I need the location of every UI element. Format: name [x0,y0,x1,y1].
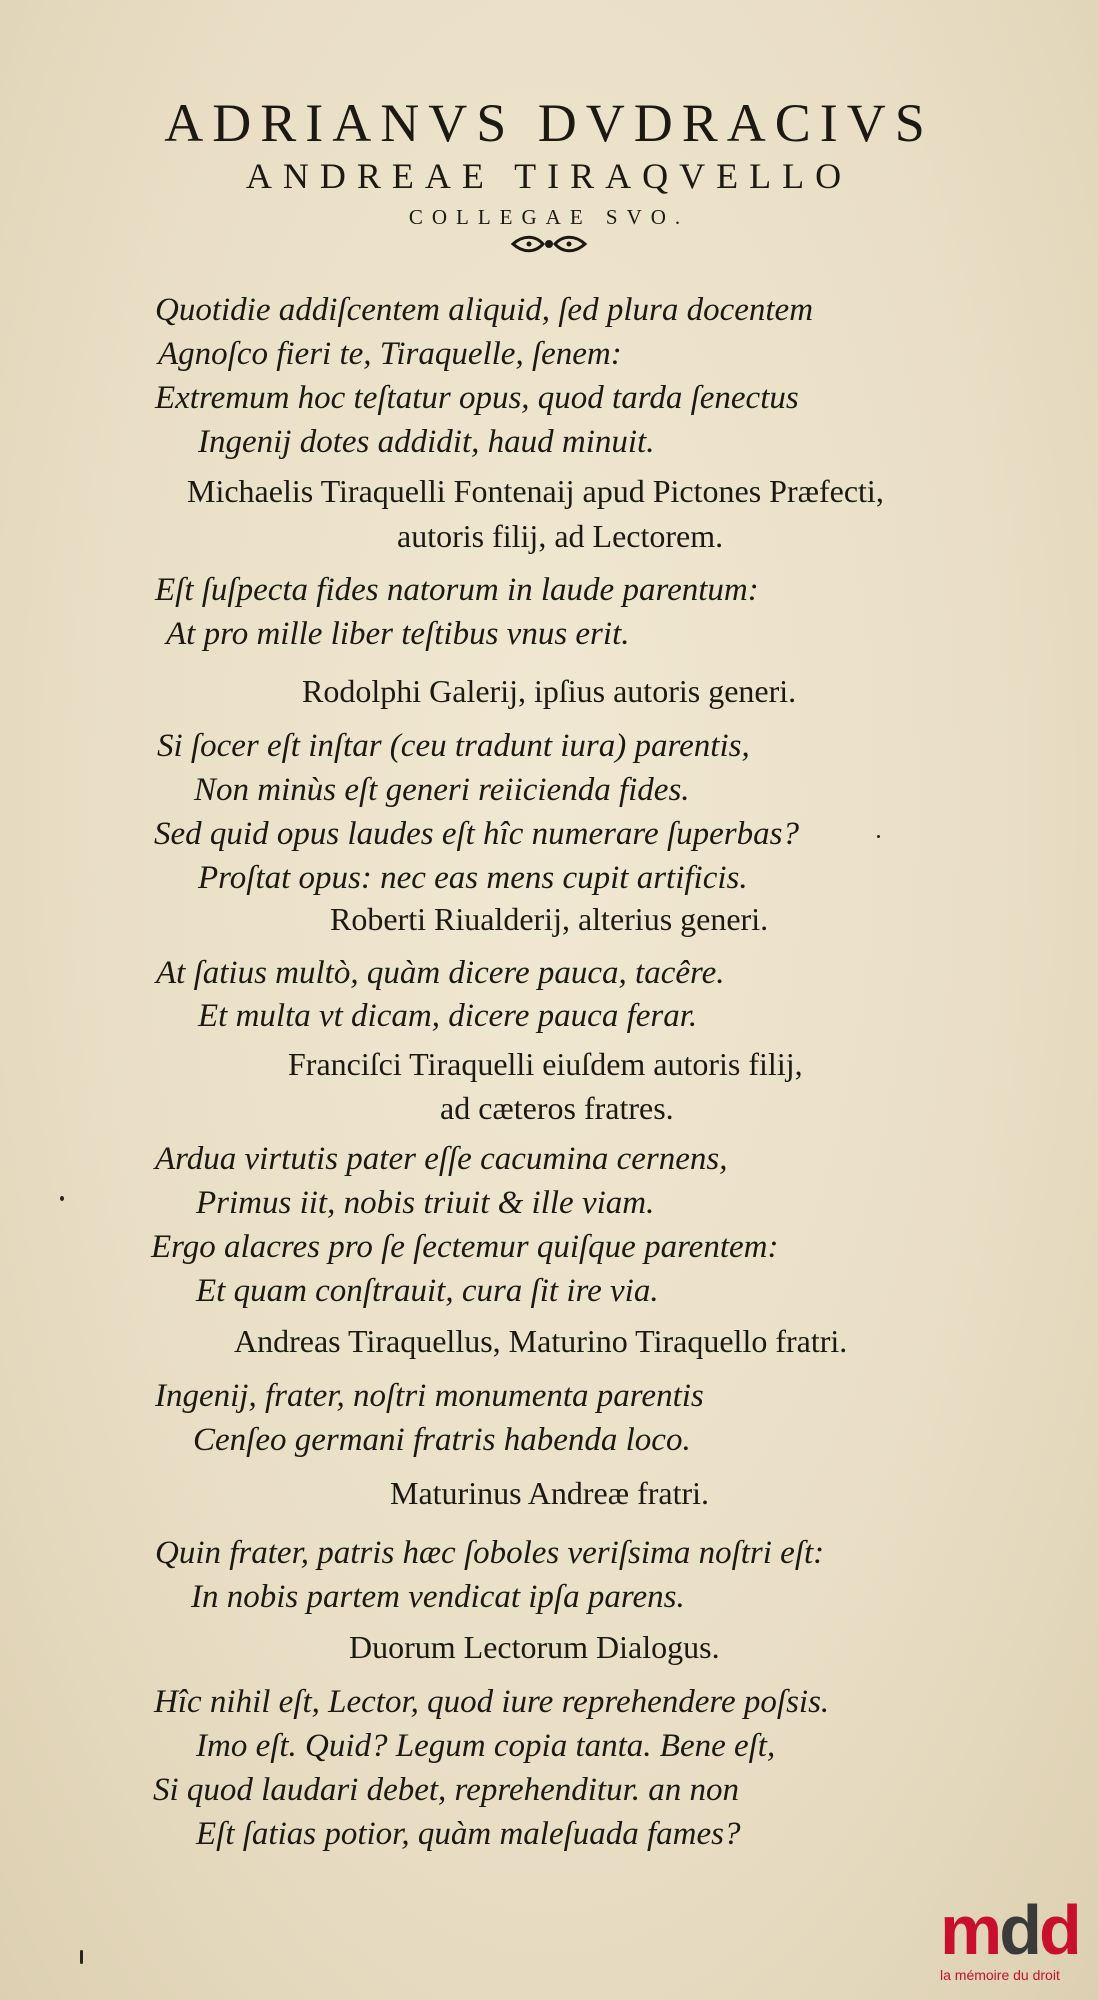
heading-francisci: Franciſci Tiraquelli eiuſdem autoris filij, [288,1046,803,1082]
poem8-line4: Eſt ſatias potior, quàm maleſuada fames? [196,1816,741,1852]
poem5-line2: Primus iit, nobis triuit & ille viam. [196,1185,655,1221]
heading-andreas: Andreas Tiraquellus, Maturino Tiraquello fratri. [234,1323,848,1359]
poem1-line1: Quotidie addiſcentem aliquid, ſed plura docentem [155,292,814,328]
poem7-line1: Quin frater, patris hæc ſoboles veriſsima noſtri eſt: [155,1535,825,1571]
poem1-line3: Extremum hoc teſtatur opus, quod tarda ſenectus [155,380,799,416]
header-author-name: ADRIANVS DVDRACIVS [164,93,934,153]
poem3-line3: Sed quid opus laudes eſt hîc numerare ſuperbas? [154,816,799,852]
mdd-logo [940,1891,1090,1983]
poem8-line1: Hîc nihil eſt, Lector, quod iure reprehendere poſsis. [154,1684,830,1720]
poem8-line2: Imo eſt. Quid? Legum copia tanta. Bene eſt, [196,1728,776,1764]
poem7-line2: In nobis partem vendicat ipſa parens. [191,1579,685,1615]
heading-dialogus: Duorum Lectorum Dialogus. [349,1629,720,1665]
mdd-logo-mark: mdd [940,1891,1079,1969]
fleuron-ornament-icon [509,233,589,255]
poem4-line1: At ſatius multò, quàm dicere pauca, tacêre. [156,955,725,991]
header-recipient-name: ANDREAE TIRAQVELLO [245,156,853,196]
poem2-line2: At pro mille liber teſtibus vnus erit. [166,616,630,652]
poem1-line2: Agnoſco fieri te, Tiraquelle, ſenem: [158,336,622,372]
poem6-line2: Cenſeo germani fratris habenda loco. [193,1422,691,1458]
poem5-line3: Ergo alacres pro ſe ſectemur quiſque parentem: [151,1229,779,1265]
heading-roberti: Roberti Riualderij, alterius generi. [330,901,769,937]
heading-rodolphi: Rodolphi Galerij, ipſius autoris generi. [302,673,797,709]
poem3-line2: Non minùs eſt generi reiicienda fides. [194,772,690,808]
paper-speck [877,835,880,838]
poem6-line1: Ingenij, frater, noſtri monumenta parentis [155,1378,704,1414]
paper-speck [60,1196,64,1201]
poem8-line3: Si quod laudari debet, reprehenditur. an non [153,1772,740,1808]
poem5-line4: Et quam conſtrauit, cura ſit ire via. [196,1273,659,1309]
paper-speck [80,1950,83,1964]
heading-michaelis-sub: autoris filij, ad Lectorem. [397,518,724,554]
poem5-line1: Ardua virtutis pater eſſe cacumina cernens, [155,1141,728,1177]
heading-maturinus: Maturinus Andreæ fratri. [390,1475,710,1511]
header-collegae: COLLEGAE SVO. [408,205,690,229]
poem3-line1: Si ſocer eſt inſtar (ceu tradunt iura) parentis, [157,728,750,764]
poem3-line4: Proſtat opus: nec eas mens cupit artificis. [198,860,748,896]
mdd-logo-tagline: la mémoire du droit [940,1967,1060,1983]
heading-francisci-sub: ad cæteros fratres. [440,1090,674,1126]
poem2-line1: Eſt ſuſpecta fides natorum in laude parentum: [155,572,759,608]
poem4-line2: Et multa vt dicam, dicere pauca ferar. [198,998,698,1034]
poem1-line4: Ingenij dotes addidit, haud minuit. [198,424,655,460]
heading-michaelis: Michaelis Tiraquelli Fontenaij apud Pictones Præfecti, [187,473,884,509]
